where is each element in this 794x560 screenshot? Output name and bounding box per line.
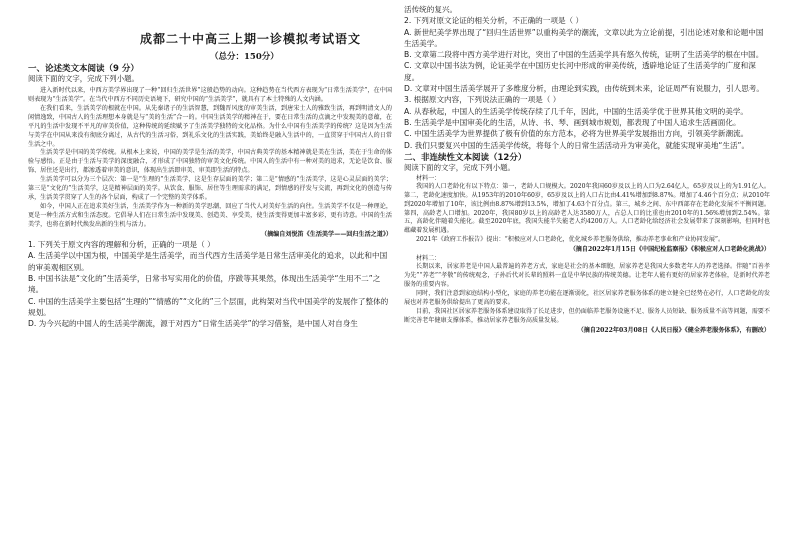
material2-paragraph: 目前，我国社区居家养老服务体系建设取得了长足进步，但仍面临养老服务设施不足、服务人员短缺、服务质量不高等问题，需要不断完善老年健康支撑体系，推动居家养老服务高质量发展。 — [404, 308, 770, 325]
question-2-option-a: A. 新世纪美学界出现了“回归生活世界”以重构美学的潮流，文章以此为立论前提，引出论述对象和论题中国生活美学。 — [404, 27, 764, 48]
material2-paragraph: 长期以来，居家养老是中国人最普遍的养老方式，家庭是社会的基本细胞，居家养老是我国大多数老年人的养老选择。伴随“百善孝为先”“养老”“孝敬”的传统观念，子孙后代对长辈的照料一直是中华民族的传统美德。让老年人能有更好的居家养老体验，是新时代养老服务的重要内容。 — [404, 263, 770, 289]
material1-label: 材料一： — [416, 174, 441, 182]
section2-instruction: 阅读下面的文字，完成下列小题。 — [404, 162, 515, 172]
material2-paragraph: 同时，我们注意到家庭结构小型化，家庭的养老功能在逐渐弱化，社区居家养老服务体系的建立健全已经势在必行，人口老龄化的发展也对养老服务供给提出了更高的要求。 — [404, 290, 770, 307]
section1-heading: 一、论述类文本阅读（9 分） — [28, 64, 139, 74]
question-1-option-c: C. 中国的生活美学主要包括“生理的”“情感的”“文化的”三个层面，此构架对当代中国美学的发展作了整体的规划。 — [28, 296, 389, 317]
material2-source: （摘自2022年03月08日《人民日报》《健全养老服务体系》，有删改） — [577, 327, 770, 334]
question-2-option-c: C. 文章以中国书法为例，论证美学在中国历史长河中形成的审美传统，透辟地论证了生活美学的广度和深度。 — [404, 61, 756, 82]
question-3-option-a: A. 从春秋起，中国人的生活美学传统存续了几千年，因此，中国的生活美学优于世界其他文明的美学。 — [404, 106, 749, 116]
question-3: 3. 根据原文内容，下列说法正确的一项是（ ） — [404, 95, 561, 105]
material1-paragraph: 2021年《政府工作报告》提出：“积极应对人口老龄化，优化城乡养老服务供给，推动养老事业和产业协同发展”。 — [416, 236, 725, 244]
question-3-option-c: C. 中国生活美学为世界提供了极有价值的东方范本，必将为世界美学发展指出方向，引领美学新潮流。 — [404, 129, 749, 139]
question-1: 1. 下列关于原文内容的理解和分析，正确的一项是（ ） — [28, 240, 215, 250]
passage-paragraph: 生活美学是中国的美学传统。从根本上来说，中国的美学是生活的美学，中国古典美学的基本精神就是美在生活，美在于生命的体验与感悟。正是由于生活与美学的深度融合，才形成了中国独特的审美文化传统。中国人的生活中有一种对美的追求，无论是饮食、服饰、居住还是出行，都渗透着审美的意识，体现出生活即审美、审美即生活的特点。 — [28, 149, 392, 175]
left-column — [28, 62, 392, 329]
section2-heading: 二、非连续性文本阅读（12分） — [404, 152, 527, 163]
material1-source: （摘自2022年1月15日《中国纪检监察报》《积极应对人口老龄化挑战》） — [569, 246, 770, 254]
total-score: （总分：150分） — [210, 52, 279, 62]
material1-paragraph: 我国的人口老龄化有以下特点：第一，老龄人口规模大。2020年我国60岁及以上的人口为2.64亿人，65岁及以上的为1.91亿人。第二，老龄化速度加快。从1953年的2010年60岁，65岁及以上的人口占比由4.41%增加到8.87%。增加了4.46个百分点；从2010年到2020年增加了10年，该比例由8.87%增到13.5%，增加了4.63个百分点。第三，城乡之间、东中西部存在老龄化发展不平衡问题。第四，高龄老人口增加。2020年，我国80岁以上的高龄老人达3580万人，占总人口的比重也由2010年的1.56%增加到2.54%。第五，高龄化伴随着失能化。截至2020年底，我国失能半失能老人约4200万人。人口老龄化给经济社会发展带来了深刻影响，但同时也蕴藏着发展机遇。 — [404, 182, 770, 235]
passage-source: （摘编自刘悦笛《生活美学——回归生活之道》） — [260, 231, 392, 239]
question-1-option-b: B. 中国书法是“文化的”生活美学，日常书写实用化的价值，序跋等其果然，体现出生活美学“生用不二”之境。 — [28, 273, 381, 295]
question-2-option-b: B. 文章第二段将中西方美学进行对比，突出了中国的生活美学具有悠久传统，证明了生活美学的根在中国。 — [404, 50, 764, 60]
right-column — [404, 4, 770, 335]
passage-paragraph: 在我们看来，生活美学的根就在中国。从先秦诸子的生活智慧，到魏晋风度的审美生活，到唐宋士人的雅致生活，再到明清文人的闲情逸致，中国古人的生活理想本身就是与“美的生活”合一的。中国生活美学的精神在于，要在日常生活的点滴之中发现美的意蕴，在平凡的生活中发现不平凡的审美价值，这种传统的延续赋予了生活美学独特的文化品格。为什么中国有生活美学的传统？这是因为生活与美学在中国从来没有彻底分离过，从古代的生活习俗，到礼乐文化的生活实践，美始终是融入生活中的，一直贯穿于中国古人的日常生活之中。 — [28, 104, 392, 148]
material2-label: 材料二： — [416, 255, 441, 263]
passage-paragraph: 进入新时代以来，中西方美学界出现了一种“回归生活世界”这般趋势的动向。这种趋势在当代西方表现为“日常生活美学”，在中国则表现为“生活美学”。在当代中西方不同历史语境下，研究中国的“生活美学”，就具有了本土特殊的人文内涵。 — [28, 86, 392, 103]
question-2: 2. 下列对原文论证的相关分析，不正确的一项是（ ） — [404, 16, 584, 26]
section1-instruction: 阅读下面的文字，完成下列小题。 — [28, 74, 139, 83]
passage-paragraph: 如今，中国人正在追求美好生活，生活美学作为一种新的美学思潮，回应了当代人对美好生活的向往。生活美学不仅是一种理论，更是一种生活方式和生活态度。它倡导人们在日常生活中发现美、创造美、享受美，使生活变得更加丰富多彩，更有诗意。中国的生活美学，也将在新时代焕发出新的生机与活力。 — [28, 203, 392, 229]
question-3-option-b: B. 生活美学是中国审美化的生活，从诗、书、琴、画到城市规划，都表现了中国人追求生活画面化。 — [404, 117, 741, 127]
passage-paragraph: 生活美学可以分为三个层次：第一是“生理的”生活美学，这是生存层面的美学；第二是“情感的”生活美学，这是心灵层面的美学；第三是“文化的”生活美学，这是精神层面的美学。从饮食、服饰、居住等生理需求的满足，到情感的抒发与交流，再到文化的创造与传承，生活美学贯穿了人生的各个层面，构成了一个完整的美学体系。 — [28, 176, 392, 202]
question-3-option-d: D. 我们只要复兴中国的生活美学传统，将每个人的日常生活活动升为审美化，就能实现审美地“生活”。 — [404, 140, 750, 150]
question-1-option-d: D. 为今兴起的中国人的生活美学潮流，源于对西方“日常生活美学”的学习借鉴，是中国人对自身生 — [28, 319, 358, 329]
question-1-option-d-continued: 活传统的复兴。 — [404, 5, 458, 14]
question-1-option-a: A. 生活美学以中国为根，中国美学是生活美学，而当代西方生活美学是日常生活审美化的追求，以此和中国的审美观相区别。 — [28, 251, 388, 272]
question-2-option-d: D. 文章对中国生活美学展开了多维度分析，由理论到实践，由传统到未来，论证周严有说服力，引人思考。 — [404, 84, 764, 94]
page-title: 成都二十中高三上期一诊模拟考试语文 — [140, 32, 362, 46]
